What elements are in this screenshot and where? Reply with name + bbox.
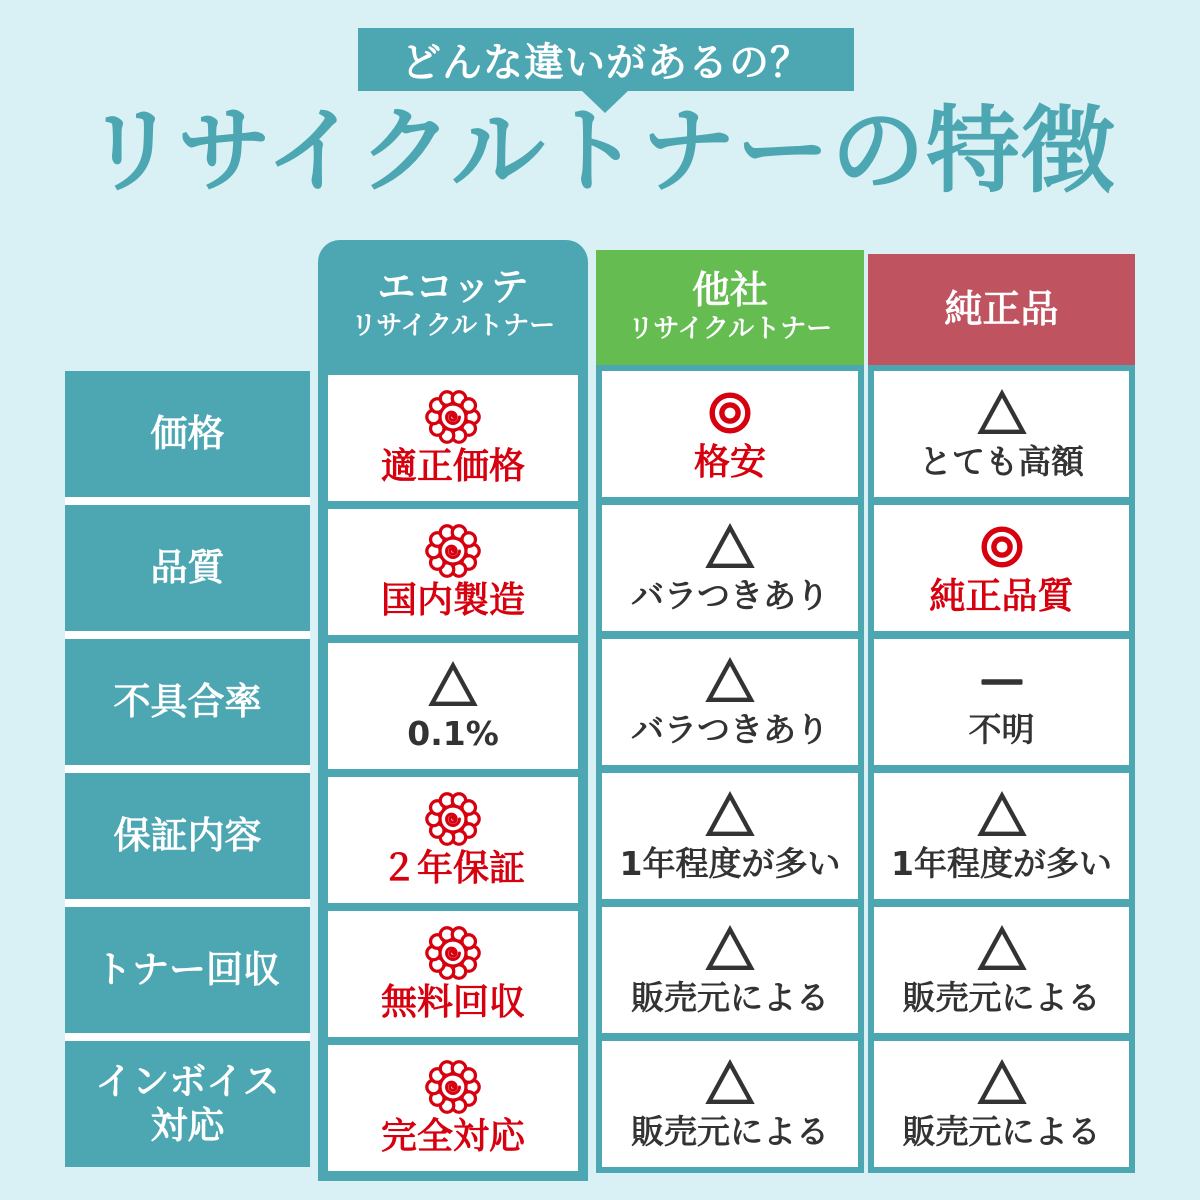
cell-label: 販売元による [631, 978, 829, 1018]
triangle-icon [973, 789, 1031, 843]
flower-icon [424, 524, 482, 578]
cell-label: 0.1% [407, 714, 499, 754]
cell-defect-rate-genuine [874, 639, 1129, 765]
callout-banner-label: どんな違いがあるの？ [401, 40, 811, 86]
triangle-icon [701, 1057, 759, 1111]
column-title: 他社 [691, 267, 768, 312]
triangle-icon [701, 789, 759, 843]
row-header-quality [65, 505, 310, 631]
row-header-label: 価格 [150, 412, 225, 456]
column-header-ecotte [318, 240, 588, 365]
row-header-label: 不具合率 [113, 680, 262, 724]
flower-icon [424, 792, 482, 846]
cell-quality-ecotte [328, 509, 578, 635]
cell-label: 適正価格 [380, 445, 525, 487]
cell-invoice-genuine [874, 1041, 1129, 1167]
column-subtitle: リサイクルトナー [627, 314, 833, 345]
column-title: 純正品 [944, 286, 1059, 331]
cell-label: 販売元による [902, 978, 1101, 1018]
column-header-genuine [868, 254, 1135, 365]
cell-label: バラつきあり [631, 576, 829, 616]
row-header-defect-rate [65, 639, 310, 765]
cell-label: 1年程度が多い [619, 844, 841, 884]
column-genuine [868, 254, 1135, 1173]
column-title: エコッテ [377, 264, 529, 309]
double-circle-icon [973, 520, 1031, 574]
cell-label: 格安 [693, 441, 766, 483]
cell-toner-collection-other [602, 907, 858, 1033]
row-header-warranty [65, 773, 310, 899]
cell-label: とても高額 [919, 442, 1084, 482]
cell-price-other [602, 371, 858, 497]
cell-defect-rate-other [602, 639, 858, 765]
triangle-icon [973, 1057, 1031, 1111]
column-genuine-cells [868, 365, 1135, 1173]
cell-warranty-other [602, 773, 858, 899]
cell-label: 1年程度が多い [891, 844, 1112, 884]
row-header-label: トナー回収 [95, 948, 280, 992]
cell-label: 純正品質 [929, 575, 1074, 617]
column-header-other-companies [596, 250, 864, 365]
column-ecotte-cells [318, 365, 588, 1171]
cell-price-ecotte [328, 375, 578, 501]
triangle-icon [701, 655, 759, 709]
row-header-column [65, 371, 310, 1167]
cell-warranty-genuine [874, 773, 1129, 899]
cell-label: バラつきあり [631, 710, 829, 750]
cell-quality-other [602, 505, 858, 631]
triangle-icon [424, 659, 482, 713]
column-other-companies-cells [596, 365, 864, 1173]
row-header-label: 品質 [150, 546, 225, 590]
cell-label: ２年保証 [380, 847, 525, 889]
cell-toner-collection-ecotte [328, 911, 578, 1037]
page-title: リサイクルトナーの特徴 [84, 97, 1116, 206]
triangle-icon [973, 387, 1031, 441]
cell-label: 販売元による [631, 1112, 829, 1152]
flower-icon [424, 390, 482, 444]
row-header-label: インボイス対応 [95, 1060, 280, 1147]
double-circle-icon [701, 386, 759, 440]
row-header-label: 保証内容 [113, 814, 262, 858]
cell-toner-collection-genuine [874, 907, 1129, 1033]
triangle-icon [973, 923, 1031, 977]
row-header-invoice [65, 1041, 310, 1167]
triangle-icon [701, 923, 759, 977]
dash-icon [973, 655, 1031, 709]
cell-price-genuine [874, 371, 1129, 497]
row-header-toner-collection [65, 907, 310, 1033]
cell-quality-genuine [874, 505, 1129, 631]
cell-label: 完全対応 [380, 1115, 525, 1157]
column-ecotte [318, 240, 588, 1181]
comparison-table [65, 240, 1135, 1185]
callout-banner [358, 28, 854, 91]
row-header-price [65, 371, 310, 497]
flower-icon [424, 926, 482, 980]
column-subtitle: リサイクルトナー [350, 311, 556, 342]
cell-label: 販売元による [902, 1112, 1101, 1152]
cell-warranty-ecotte [328, 777, 578, 903]
cell-defect-rate-ecotte [328, 643, 578, 769]
cell-label: 無料回収 [380, 981, 525, 1023]
cell-label: 国内製造 [380, 579, 525, 621]
cell-label: 不明 [968, 710, 1035, 750]
cell-invoice-other [602, 1041, 858, 1167]
flower-icon [424, 1060, 482, 1114]
cell-invoice-ecotte [328, 1045, 578, 1171]
triangle-icon [701, 521, 759, 575]
column-other-companies [596, 250, 864, 1173]
